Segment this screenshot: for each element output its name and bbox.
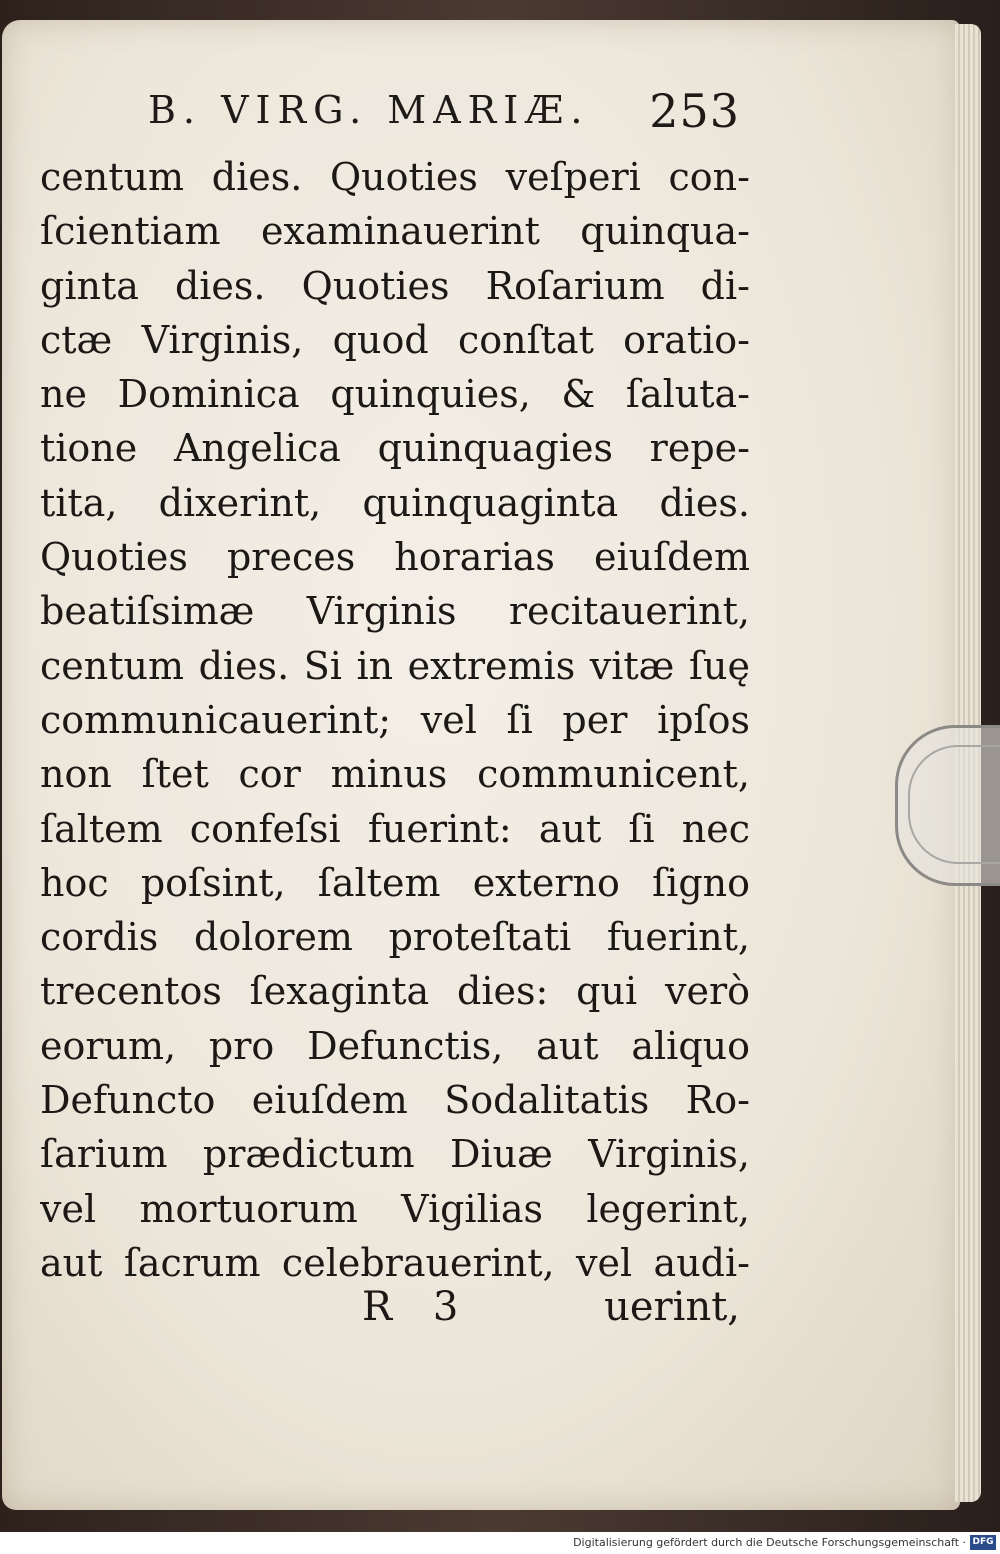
text-line: cordis dolorem proteſtati fuerint, <box>40 915 750 960</box>
page-footer <box>40 1284 740 1344</box>
catchword: uerint, <box>604 1284 740 1330</box>
funding-credit: Digitalisierung gefördert durch die Deutsche Forschungsgemeinschaft · <box>573 1536 966 1549</box>
text-line: eorum, pro Defunctis, aut aliquo <box>40 1023 750 1068</box>
text-line: ctæ Virginis, quod conſtat oratio- <box>40 317 750 362</box>
text-line: beatiſsimæ Virginis recitauerint, <box>40 589 750 634</box>
page-header <box>40 84 740 148</box>
text-line: tita, dixerint, quinquaginta dies. <box>40 480 750 525</box>
running-title: B. VIRG. MARIÆ. <box>148 88 590 132</box>
text-line: Defuncto eiuſdem Sodalitatis Ro- <box>40 1078 750 1123</box>
text-line: ſaltem confeſsi fuerint: aut ſi nec <box>40 806 750 851</box>
clasp-inner <box>908 745 1000 864</box>
text-line: ne Dominica quinquies, & ſaluta- <box>40 372 750 417</box>
text-line: hoc poſsint, ſaltem externo ſigno <box>40 860 750 905</box>
text-line: vel mortuorum Vigilias legerint, <box>40 1186 750 1231</box>
text-line: communicauerint; vel ſi per ipſos <box>40 697 750 742</box>
text-line: ſarium prædictum Diuæ Virginis, <box>40 1132 750 1177</box>
body-text <box>40 150 750 1290</box>
dfg-logo-icon: DFG <box>970 1535 996 1550</box>
page-number: 253 <box>649 84 740 138</box>
text-line: Quoties preces horarias eiuſdem <box>40 535 750 580</box>
text-line: aut ſacrum celebrauerint, vel audi- <box>40 1240 750 1285</box>
text-line: trecentos ſexaginta dies: qui verò <box>40 969 750 1014</box>
credit-bar <box>0 1532 1000 1554</box>
text-line: ſcientiam examinauerint quinqua- <box>40 209 750 254</box>
text-line: tione Angelica quinquagies repe- <box>40 426 750 471</box>
text-line: non ſtet cor minus communicent, <box>40 752 750 797</box>
text-line: centum dies. Quoties veſperi con- <box>40 155 750 199</box>
text-line: ginta dies. Quoties Roſarium di- <box>40 263 750 308</box>
signature-mark: R 3 <box>362 1284 473 1330</box>
text-line: centum dies. Si in extremis vitæ ſuę <box>40 643 750 688</box>
